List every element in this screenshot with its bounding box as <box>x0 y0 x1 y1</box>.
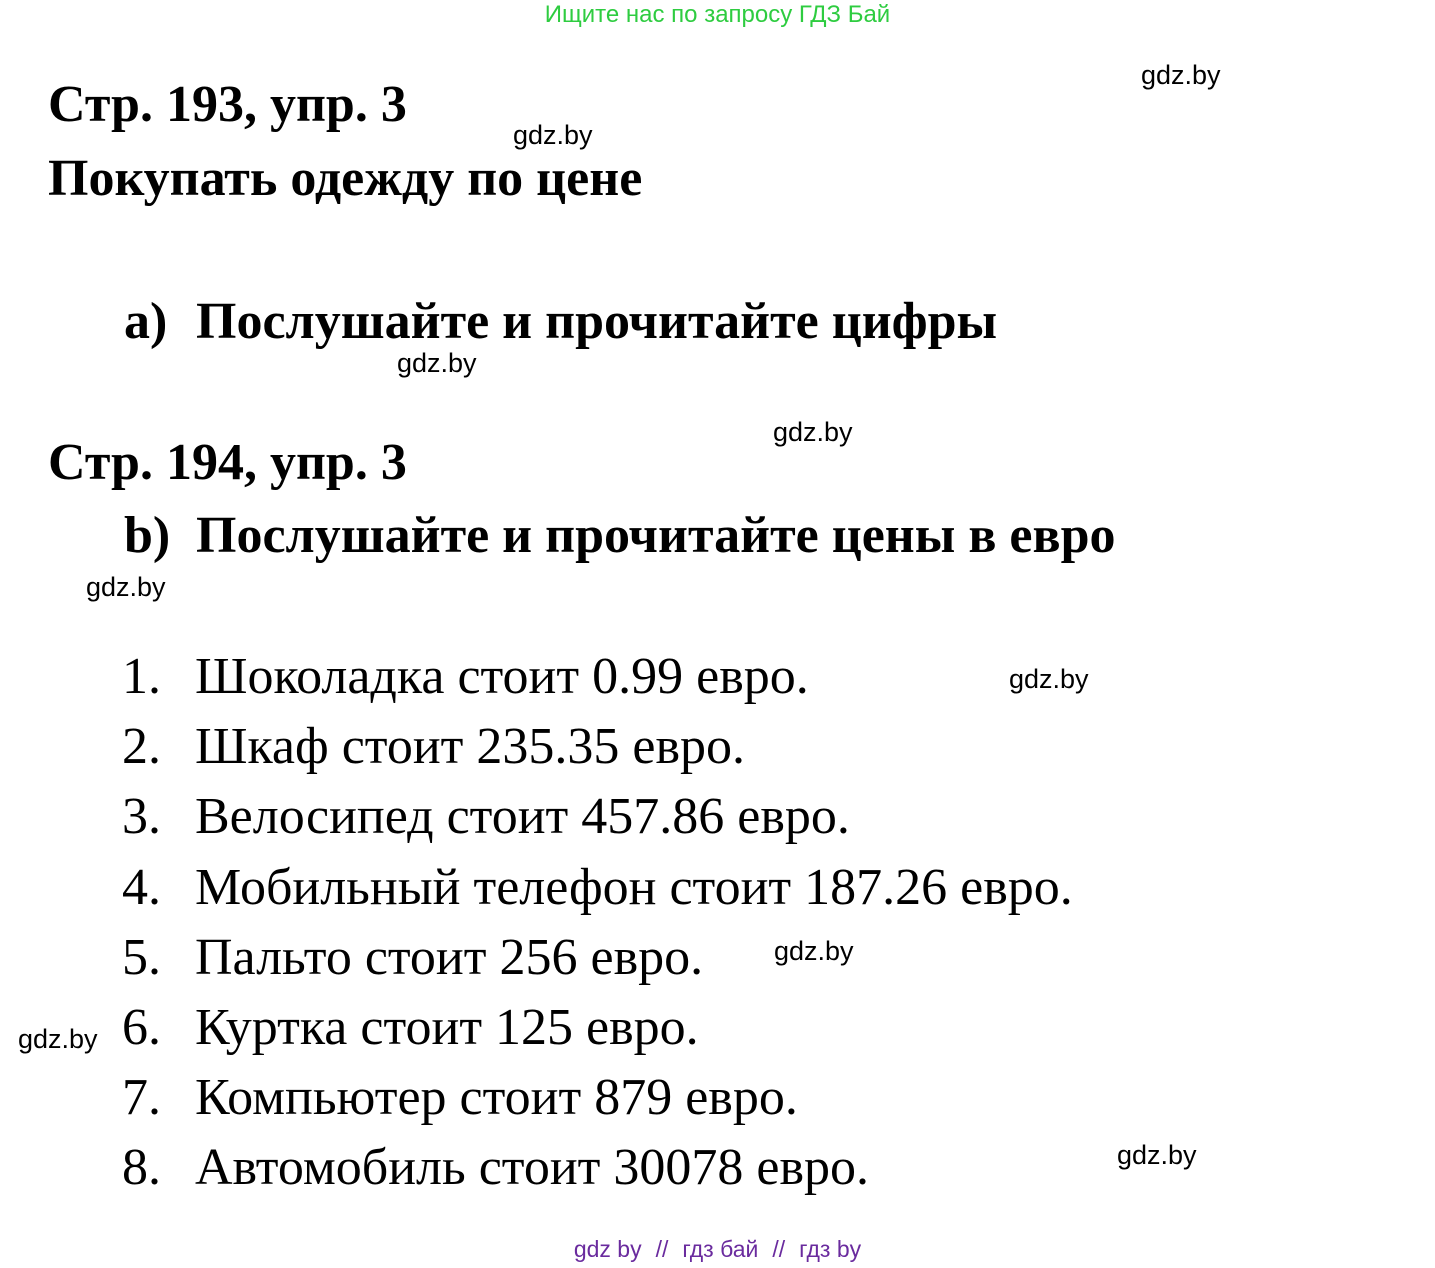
watermark: gdz.by <box>1117 1140 1197 1170</box>
watermark: gdz.by <box>513 120 593 150</box>
watermark: gdz.by <box>1141 60 1221 90</box>
list-item-number: 1. <box>122 648 161 705</box>
task-b-marker: b) <box>124 507 171 564</box>
footer-link-gdz-by[interactable]: gdz by <box>573 1236 642 1262</box>
list-item-number: 8. <box>122 1139 161 1197</box>
list-item <box>122 712 1073 782</box>
task-a-marker: a) <box>124 293 168 350</box>
task-b-heading <box>124 506 1116 566</box>
top-banner: Ищите нас по запросу ГДЗ Бай <box>544 1 891 28</box>
list-item-text: Куртка стоит 125 евро. <box>195 998 699 1056</box>
footer-separator: // <box>772 1236 786 1262</box>
price-list <box>122 642 1073 1204</box>
task-a-heading <box>124 292 997 352</box>
watermark: gdz.by <box>773 417 853 447</box>
list-item-text: Компьютер стоит 879 евро. <box>195 1069 798 1127</box>
list-item-number: 7. <box>122 1069 161 1127</box>
footer-link-gdz-bai[interactable]: гдз бай <box>682 1236 759 1262</box>
list-item <box>122 923 1073 993</box>
watermark: gdz.by <box>86 572 166 602</box>
watermark: gdz.by <box>18 1024 98 1054</box>
list-item <box>122 1133 1073 1203</box>
list-item-number: 4. <box>122 858 161 916</box>
task-a-text: Послушайте и прочитайте цифры <box>196 293 998 350</box>
footer-link-gdz-by-cyr[interactable]: гдз by <box>799 1236 862 1262</box>
list-item-text: Шкаф стоит 235.35 евро. <box>195 718 746 776</box>
topic-title: Покупать одежду по цене <box>48 150 643 207</box>
list-item-number: 3. <box>122 788 161 846</box>
list-item <box>122 993 1073 1063</box>
list-item-number: 2. <box>122 718 161 776</box>
watermark: gdz.by <box>1009 664 1089 694</box>
list-item-text: Пальто стоит 256 евро. <box>195 928 704 986</box>
watermark: gdz.by <box>397 348 477 378</box>
watermark: gdz.by <box>774 936 854 966</box>
list-item-number: 6. <box>122 998 161 1056</box>
task-b-text: Послушайте и прочитайте цены в евро <box>196 507 1116 564</box>
footer-separator: // <box>655 1236 669 1262</box>
list-item-text: Автомобиль стоит 30078 евро. <box>195 1139 870 1197</box>
list-item-text: Велосипед стоит 457.86 евро. <box>195 788 850 846</box>
list-item <box>122 1063 1073 1133</box>
list-item-number: 5. <box>122 928 161 986</box>
list-item-text: Мобильный телефон стоит 187.26 евро. <box>195 858 1073 916</box>
list-item <box>122 642 1073 712</box>
list-item <box>122 853 1073 923</box>
page-heading-193: Стр. 193, упр. 3 <box>48 76 407 133</box>
list-item <box>122 782 1073 852</box>
footer-links <box>0 1236 1435 1263</box>
list-item-text: Шоколадка стоит 0.99 евро. <box>195 648 809 705</box>
page-heading-194: Стр. 194, упр. 3 <box>48 434 407 491</box>
